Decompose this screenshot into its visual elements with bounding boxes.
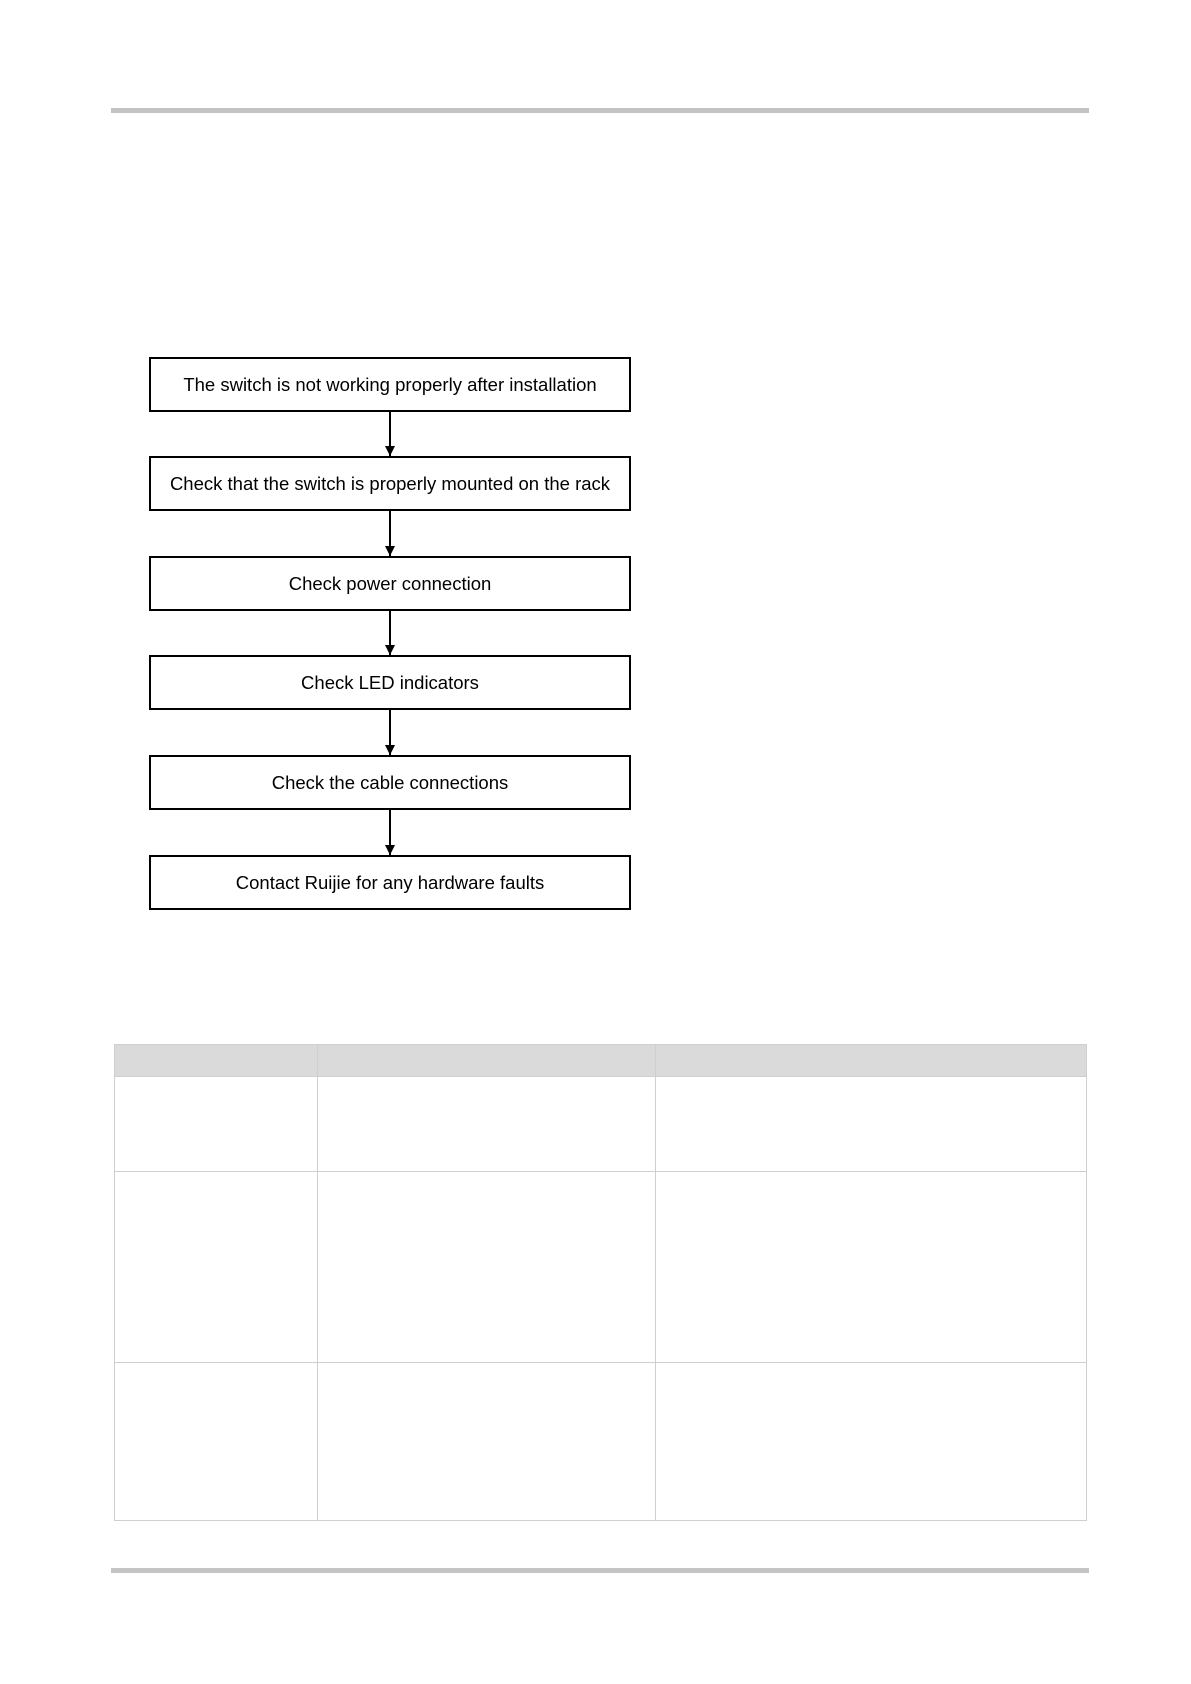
flow-arrow-head <box>385 446 395 456</box>
table-header-cell <box>115 1045 318 1077</box>
flow-step-start: The switch is not working properly after installation <box>149 357 631 412</box>
table-cell <box>115 1077 318 1172</box>
table-cell <box>318 1363 656 1521</box>
flow-arrow-head <box>385 745 395 755</box>
flow-step-led: Check LED indicators <box>149 655 631 710</box>
table-cell <box>115 1172 318 1363</box>
table-cell <box>115 1363 318 1521</box>
flow-step-rack-mount: Check that the switch is properly mounted on the rack <box>149 456 631 511</box>
table-row <box>115 1077 1087 1172</box>
table-cell <box>318 1077 656 1172</box>
table-cell <box>656 1172 1087 1363</box>
troubleshooting-table <box>114 1044 1087 1521</box>
table-header-cell <box>318 1045 656 1077</box>
table-cell <box>656 1363 1087 1521</box>
flow-step-contact: Contact Ruijie for any hardware faults <box>149 855 631 910</box>
flow-arrow-head <box>385 845 395 855</box>
flow-step-power: Check power connection <box>149 556 631 611</box>
table-row <box>115 1363 1087 1521</box>
table-cell <box>318 1172 656 1363</box>
table-cell <box>656 1077 1087 1172</box>
header-rule <box>111 108 1089 113</box>
footer-rule <box>111 1568 1089 1573</box>
table-header-cell <box>656 1045 1087 1077</box>
flow-arrow-head <box>385 645 395 655</box>
flow-step-cable: Check the cable connections <box>149 755 631 810</box>
table-row <box>115 1172 1087 1363</box>
flow-arrow-head <box>385 546 395 556</box>
table-header-row <box>115 1045 1087 1077</box>
